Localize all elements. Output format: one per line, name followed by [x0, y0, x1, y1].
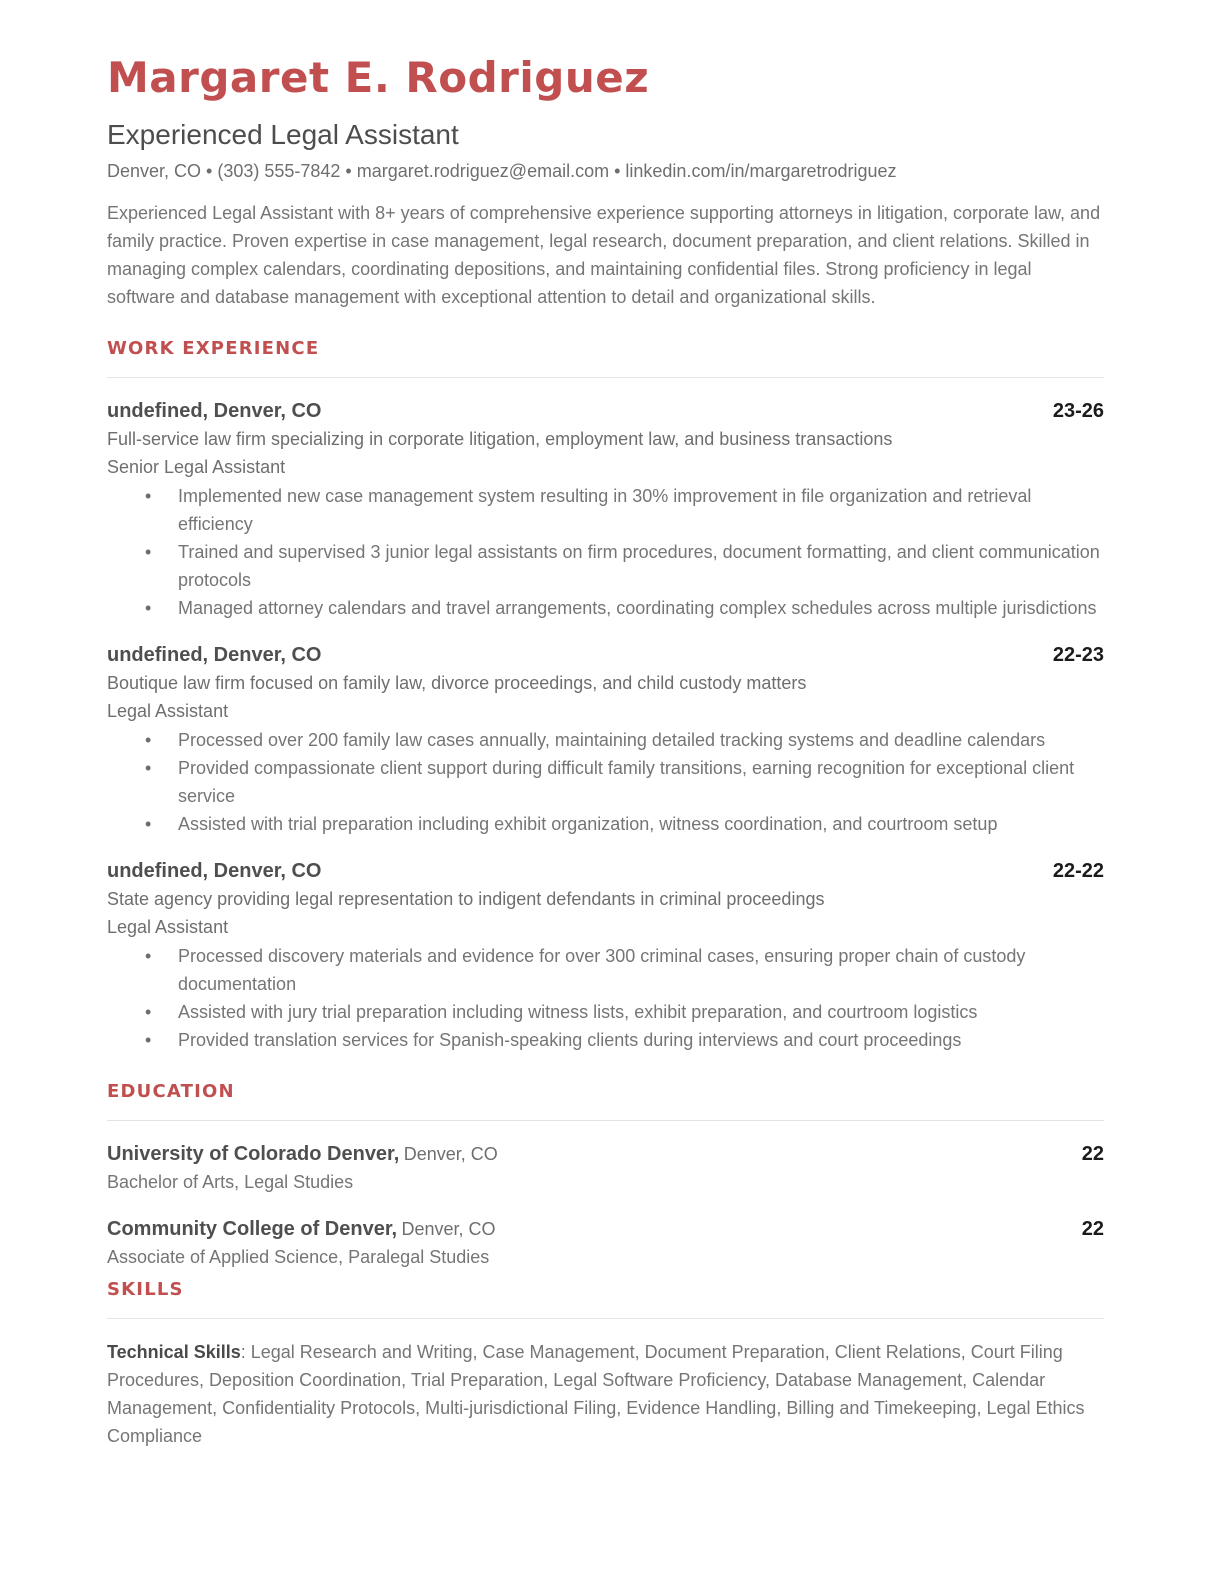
job-company: undefined, Denver, CO: [107, 644, 322, 667]
skills-text: : Legal Research and Writing, Case Management, Document Preparation, Client Relations, Court Filing Procedures, Deposition Coordination, Trial Preparation, Legal Software Proficiency, Database Management, Calendar Management, Confidentiality Protocols, Multi-jurisdictional Filing, Evidence Handling, Billing and Timekeeping, Legal Ethics Compliance: [107, 1342, 1085, 1447]
education-dates: 22: [1081, 1218, 1104, 1241]
education-header: [107, 1215, 1104, 1243]
job-header: [107, 641, 1104, 669]
education-entry: [107, 1215, 1104, 1271]
education-entry: [107, 1140, 1104, 1196]
skills-label: Technical Skills: [107, 1342, 241, 1363]
bullet-item: • Managed attorney calendars and travel arrangements, coordinating complex schedules across multiple jurisdictions: [178, 594, 1104, 622]
job-company: undefined, Denver, CO: [107, 400, 322, 423]
education-institution-line: [107, 1215, 496, 1243]
bullet-item: • Trained and supervised 3 junior legal assistants on firm procedures, document formatting, and client communication protocols: [178, 538, 1104, 594]
job-title: Senior Legal Assistant: [107, 457, 286, 478]
job-bullet-list: [107, 942, 1104, 1054]
person-name: Margaret E. Rodriguez: [107, 53, 650, 102]
section-divider: [107, 377, 1104, 378]
section-heading-work-experience: WORK EXPERIENCE: [107, 338, 320, 360]
job-company: undefined, Denver, CO: [107, 860, 322, 883]
job-header: [107, 397, 1104, 425]
education-institution: University of Colorado Denver,: [107, 1143, 400, 1166]
job-title: Legal Assistant: [107, 701, 229, 722]
section-heading-education: EDUCATION: [107, 1081, 235, 1103]
job-description: Boutique law firm focused on family law, divorce proceedings, and child custody matters: [107, 673, 807, 694]
job-entry: [107, 397, 1104, 622]
bullet-item: • Provided translation services for Spanish-speaking clients during interviews and court proceedings: [178, 1026, 1104, 1054]
education-degree: Associate of Applied Science, Paralegal Studies: [107, 1247, 490, 1268]
bullet-item: • Processed discovery materials and evidence for over 300 criminal cases, ensuring proper chain of custody documentation: [178, 942, 1104, 998]
education-header: [107, 1140, 1104, 1168]
bullet-item: • Processed over 200 family law cases annually, maintaining detailed tracking systems and deadline calendars: [178, 726, 1104, 754]
education-location: Denver, CO: [401, 1219, 496, 1240]
job-bullet-list: [107, 482, 1104, 622]
section-divider: [107, 1120, 1104, 1121]
summary-paragraph: Experienced Legal Assistant with 8+ years of comprehensive experience supporting attorneys in litigation, corporate law, and family practice. Proven expertise in case management, legal research, document preparation, and client relations. Skilled in managing complex calendars, coordinating depositions, and maintaining confidential files. Strong proficiency in legal software and database management with exceptional attention to detail and organizational skills.: [107, 203, 1101, 308]
section-divider: [107, 1318, 1104, 1319]
person-headline: Experienced Legal Assistant: [107, 119, 459, 151]
bullet-item: • Assisted with trial preparation including exhibit organization, witness coordination, and courtroom setup: [178, 810, 1104, 838]
job-dates: 23-26: [1052, 400, 1104, 423]
bullet-item: • Provided compassionate client support during difficult family transitions, earning recognition for exceptional client service: [178, 754, 1104, 810]
bullet-item: • Assisted with jury trial preparation including witness lists, exhibit preparation, and courtroom logistics: [178, 998, 1104, 1026]
job-header: [107, 857, 1104, 885]
job-description: Full-service law firm specializing in corporate litigation, employment law, and business transactions: [107, 429, 893, 450]
contact-line: Denver, CO • (303) 555-7842 • margaret.rodriguez@email.com • linkedin.com/in/margaretrodriguez: [107, 160, 897, 181]
job-bullet-list: [107, 726, 1104, 838]
job-entry: [107, 857, 1104, 1054]
bullet-item: • Implemented new case management system resulting in 30% improvement in file organization and retrieval efficiency: [178, 482, 1104, 538]
skills-paragraph: [107, 1338, 1104, 1450]
job-entry: [107, 641, 1104, 838]
job-title: Legal Assistant: [107, 917, 229, 938]
education-institution: Community College of Denver,: [107, 1218, 398, 1241]
education-degree: Bachelor of Arts, Legal Studies: [107, 1172, 354, 1193]
job-dates: 22-22: [1052, 860, 1104, 883]
section-heading-skills: SKILLS: [107, 1279, 184, 1301]
job-dates: 22-23: [1052, 644, 1104, 667]
education-dates: 22: [1081, 1143, 1104, 1166]
education-location: Denver, CO: [403, 1144, 498, 1165]
education-institution-line: [107, 1140, 498, 1168]
job-description: State agency providing legal representation to indigent defendants in criminal proceedings: [107, 889, 825, 910]
